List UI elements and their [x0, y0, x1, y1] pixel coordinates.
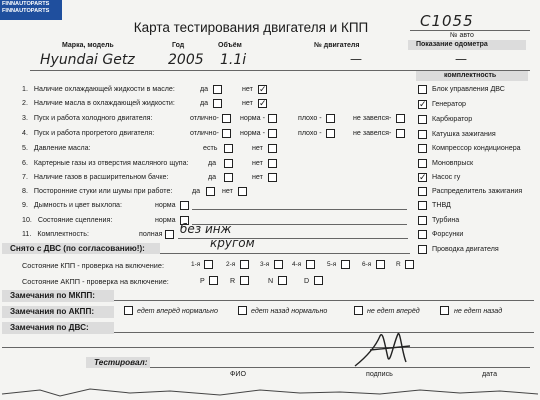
check-turbo[interactable] — [418, 216, 427, 225]
row-text: Наличие газов в расширительном бачке: — [33, 173, 169, 181]
checkbox-3-normal[interactable] — [268, 114, 277, 123]
checkbox-6-no[interactable] — [268, 159, 277, 168]
akpp-forward-fail-check[interactable] — [354, 306, 363, 315]
checkbox-7-yes[interactable] — [224, 173, 233, 182]
option-label-no: нет — [222, 187, 233, 195]
auto-number-label: № авто — [450, 32, 474, 39]
akpp-remarks-label: Замечания по АКПП: — [10, 307, 95, 316]
option-label-yes: да — [200, 85, 209, 93]
checkbox-1-yes[interactable] — [213, 85, 222, 94]
checkbox-7-no[interactable] — [268, 173, 277, 182]
checkbox-5-no[interactable] — [268, 144, 277, 153]
option-label-no: нет — [242, 85, 253, 93]
gear-4-check[interactable] — [306, 260, 315, 269]
manual-gearbox-label: Состояние КПП - проверка на включение: — [22, 261, 164, 270]
dvs-remarks-label: Замечания по ДВС: — [10, 323, 89, 332]
akpp-reverse-fail-check[interactable] — [440, 306, 449, 315]
row-number: 6. — [22, 159, 28, 167]
option-label-excellent: отлично- — [190, 129, 219, 137]
completeness-item: ТНВД — [432, 201, 451, 209]
option-label-yes: да — [208, 159, 217, 167]
option-label-yes: да — [208, 173, 217, 181]
check-wiring[interactable] — [418, 245, 427, 254]
check-injection-pump[interactable] — [418, 201, 427, 210]
gear-label: 2-я — [226, 261, 236, 268]
checklist-row-8 — [22, 187, 172, 195]
check-generator[interactable]: ✓ — [419, 99, 427, 109]
tested-label: Тестировал: — [94, 358, 148, 367]
checkbox-2-no[interactable]: ✓ — [259, 98, 267, 108]
logo-line-1: FINNAUTOPARTS — [2, 1, 50, 7]
checklist-row-7 — [22, 173, 168, 181]
auto-number-value: C1055 — [420, 12, 474, 30]
option-label-yes: да — [192, 187, 201, 195]
completeness-header: комплектность — [444, 72, 497, 79]
completeness-item: Карбюратор — [432, 115, 473, 123]
option-label-not-started: не завелся- — [353, 129, 392, 137]
option-label-no: нет — [242, 99, 253, 107]
fio-label: ФИО — [230, 370, 247, 378]
checkbox-2-yes[interactable] — [213, 99, 222, 108]
option-label-present: есть — [203, 144, 218, 152]
option-label-bad: плохо - — [298, 129, 322, 137]
checklist-row-2 — [22, 99, 175, 107]
checklist-row-1 — [22, 85, 175, 93]
option-label-normal: норма - — [240, 129, 265, 137]
option-label-normal: норма — [155, 216, 176, 224]
check-mono-injection[interactable] — [418, 159, 427, 168]
option-label-no: нет — [252, 173, 263, 181]
year-value: 2005 — [168, 52, 204, 68]
akpp-option-label: едет вперёд нормально — [137, 307, 218, 315]
page-title: Карта тестирования двигателя и КПП — [133, 20, 369, 35]
checklist-row-5 — [22, 144, 91, 152]
completeness-item: Компрессор кондиционера — [432, 144, 521, 152]
option-label-not-started: не завелся- — [353, 114, 392, 122]
gear-label: R — [396, 261, 401, 268]
signature-line — [150, 367, 530, 368]
row-number: 8. — [22, 187, 28, 195]
date-label: дата — [482, 370, 498, 378]
auto-position-label: D — [304, 277, 310, 285]
mkpp-remarks-bar — [2, 290, 114, 302]
check-ecu[interactable] — [418, 85, 427, 94]
engine-value: — — [350, 52, 362, 66]
auto-number-line — [410, 30, 530, 31]
check-ignition-coil[interactable] — [418, 130, 427, 139]
signature-label: подпись — [366, 370, 393, 378]
checklist-row-6 — [22, 159, 189, 167]
akpp-option-label: не едет вперёд — [367, 307, 420, 315]
completeness-item: Блок управления ДВС — [432, 85, 505, 93]
completeness-note: без инж — [180, 222, 232, 236]
row-number: 7. — [22, 173, 28, 181]
checklist-row-4 — [22, 129, 154, 137]
row-number: 10. — [22, 216, 32, 224]
logo-line-2: FINNAUTOPARTS — [2, 7, 50, 14]
auto-d-check[interactable] — [314, 276, 323, 285]
odometer-label: Показание одометра — [416, 41, 488, 48]
checkbox-1-no[interactable]: ✓ — [259, 84, 267, 94]
check-ac-compressor[interactable] — [418, 144, 427, 153]
row-9-line — [192, 209, 407, 210]
make-label: Марка, модель — [62, 42, 114, 49]
checkbox-9-normal[interactable] — [180, 201, 189, 210]
completeness-item: Генератор — [432, 100, 466, 108]
checklist-row-10 — [22, 216, 112, 224]
gear-label: 6-я — [362, 261, 372, 268]
checkbox-5-yes[interactable] — [224, 144, 233, 153]
akpp-option-label: не едет назад — [454, 307, 503, 315]
option-label-no: нет — [252, 144, 263, 152]
checkbox-11-full[interactable] — [165, 230, 174, 239]
option-label-normal: норма - — [240, 114, 265, 122]
row-text: Картерные газы из отверстия масляного щупа: — [33, 159, 189, 167]
odometer-value: — — [455, 52, 467, 66]
completeness-item: Проводка двигателя — [432, 245, 499, 253]
dvs-remarks-line — [114, 332, 534, 333]
row-text: Посторонние стуки или шумы при работе: — [33, 187, 173, 195]
gear-6-check[interactable] — [376, 260, 385, 269]
gear-1-check[interactable] — [204, 260, 213, 269]
option-label-yes: да — [200, 99, 209, 107]
gear-2-check[interactable] — [240, 260, 249, 269]
completeness-item: Моновпрыск — [432, 159, 474, 167]
checkbox-4-excellent[interactable] — [222, 129, 231, 138]
row-number: 2. — [22, 99, 28, 107]
gear-r-check[interactable] — [405, 260, 414, 269]
make-value: Hyundai Getz — [40, 52, 135, 68]
row-text: Комплектность: — [37, 230, 89, 238]
gear-label: 3-я — [260, 261, 270, 268]
row-text: Пуск и работа холодного двигателя: — [33, 114, 153, 122]
auto-n-check[interactable] — [278, 276, 287, 285]
row-text: Пуск и работа прогретого двигателя: — [33, 129, 155, 137]
row-text: Дымность и цвет выхлопа: — [33, 201, 122, 209]
gear-label: 5-я — [327, 261, 337, 268]
auto-r-check[interactable] — [240, 276, 249, 285]
checkbox-3-excellent[interactable] — [222, 114, 231, 123]
completeness-header-box — [416, 71, 528, 81]
check-carburetor[interactable] — [418, 115, 427, 124]
checklist-row-9 — [22, 201, 122, 209]
mkpp-remarks-label: Замечания по МКПП: — [10, 291, 95, 300]
row-text: Наличие масла в охлаждающей жидкости: — [33, 99, 175, 107]
option-label-normal: норма — [155, 201, 176, 209]
checklist-row-11 — [22, 230, 89, 238]
completeness-item: Турбина — [432, 216, 460, 224]
dvs-remarks-line-2 — [2, 347, 534, 348]
akpp-reverse-ok-check[interactable] — [238, 306, 247, 315]
tested-bar — [86, 357, 150, 368]
auto-gearbox-label: Состояние АКПП - проверка на включение: — [22, 277, 169, 286]
checkbox-3-bad[interactable] — [326, 114, 335, 123]
auto-position-label: P — [200, 277, 205, 285]
row-text: Состояние сцепления: — [37, 216, 113, 224]
check-distributor[interactable] — [418, 187, 427, 196]
checkbox-3-not-started[interactable] — [396, 114, 405, 123]
akpp-forward-ok-check[interactable] — [124, 306, 133, 315]
auto-position-label: N — [268, 277, 274, 285]
volume-value: 1.1i — [220, 52, 247, 68]
volume-label: Объём — [218, 42, 242, 49]
row-number: 4. — [22, 129, 28, 137]
checkbox-8-yes[interactable] — [206, 187, 215, 196]
completeness-item: Форсунки — [432, 230, 464, 238]
year-label: Год — [172, 42, 185, 49]
option-label-excellent: отлично- — [190, 114, 219, 122]
row-number: 1. — [22, 85, 28, 93]
removed-note: кругом — [210, 236, 255, 250]
completeness-item: Распределитель зажигания — [432, 187, 523, 195]
option-label-no: нет — [252, 159, 263, 167]
row-number: 3. — [22, 114, 28, 122]
checkbox-4-normal[interactable] — [268, 129, 277, 138]
handwritten-signature — [350, 328, 420, 374]
option-label-bad: плохо - — [298, 114, 322, 122]
checkbox-8-no[interactable] — [238, 187, 247, 196]
check-ps-pump[interactable]: ✓ — [419, 172, 427, 182]
akpp-remarks-bar — [2, 306, 114, 318]
completeness-item: Насос гу — [432, 173, 461, 181]
option-label-full: полная — [139, 230, 163, 238]
gear-5-check[interactable] — [341, 260, 350, 269]
company-logo — [0, 0, 62, 20]
auto-p-check[interactable] — [209, 276, 218, 285]
odometer-label-box — [408, 40, 526, 50]
removed-bar — [2, 243, 160, 254]
completeness-item: Катушка зажигания — [432, 130, 496, 138]
checkbox-4-not-started[interactable] — [396, 129, 405, 138]
removed-label: Снято с ДВС (по согласованию!): — [10, 244, 145, 253]
checkbox-6-yes[interactable] — [224, 159, 233, 168]
checkbox-4-bad[interactable] — [326, 129, 335, 138]
mkpp-remarks-line — [114, 300, 534, 301]
row-number: 5. — [22, 144, 28, 152]
dvs-remarks-bar — [2, 322, 114, 334]
row-text: Давление масла: — [33, 144, 91, 152]
gear-3-check[interactable] — [274, 260, 283, 269]
checklist-row-3 — [22, 114, 152, 122]
removed-line — [160, 253, 410, 254]
auto-position-label: R — [230, 277, 236, 285]
row-number: 11. — [22, 230, 32, 238]
gear-label: 4-я — [292, 261, 302, 268]
gear-label: 1-я — [191, 261, 201, 268]
bottom-scribble — [0, 384, 540, 400]
row-number: 9. — [22, 201, 28, 209]
check-injectors[interactable] — [418, 230, 427, 239]
akpp-option-label: едет назад нормально — [251, 307, 328, 315]
engine-label: № двигателя — [314, 42, 360, 49]
row-text: Наличие охлаждающей жидкости в масле: — [33, 85, 175, 93]
